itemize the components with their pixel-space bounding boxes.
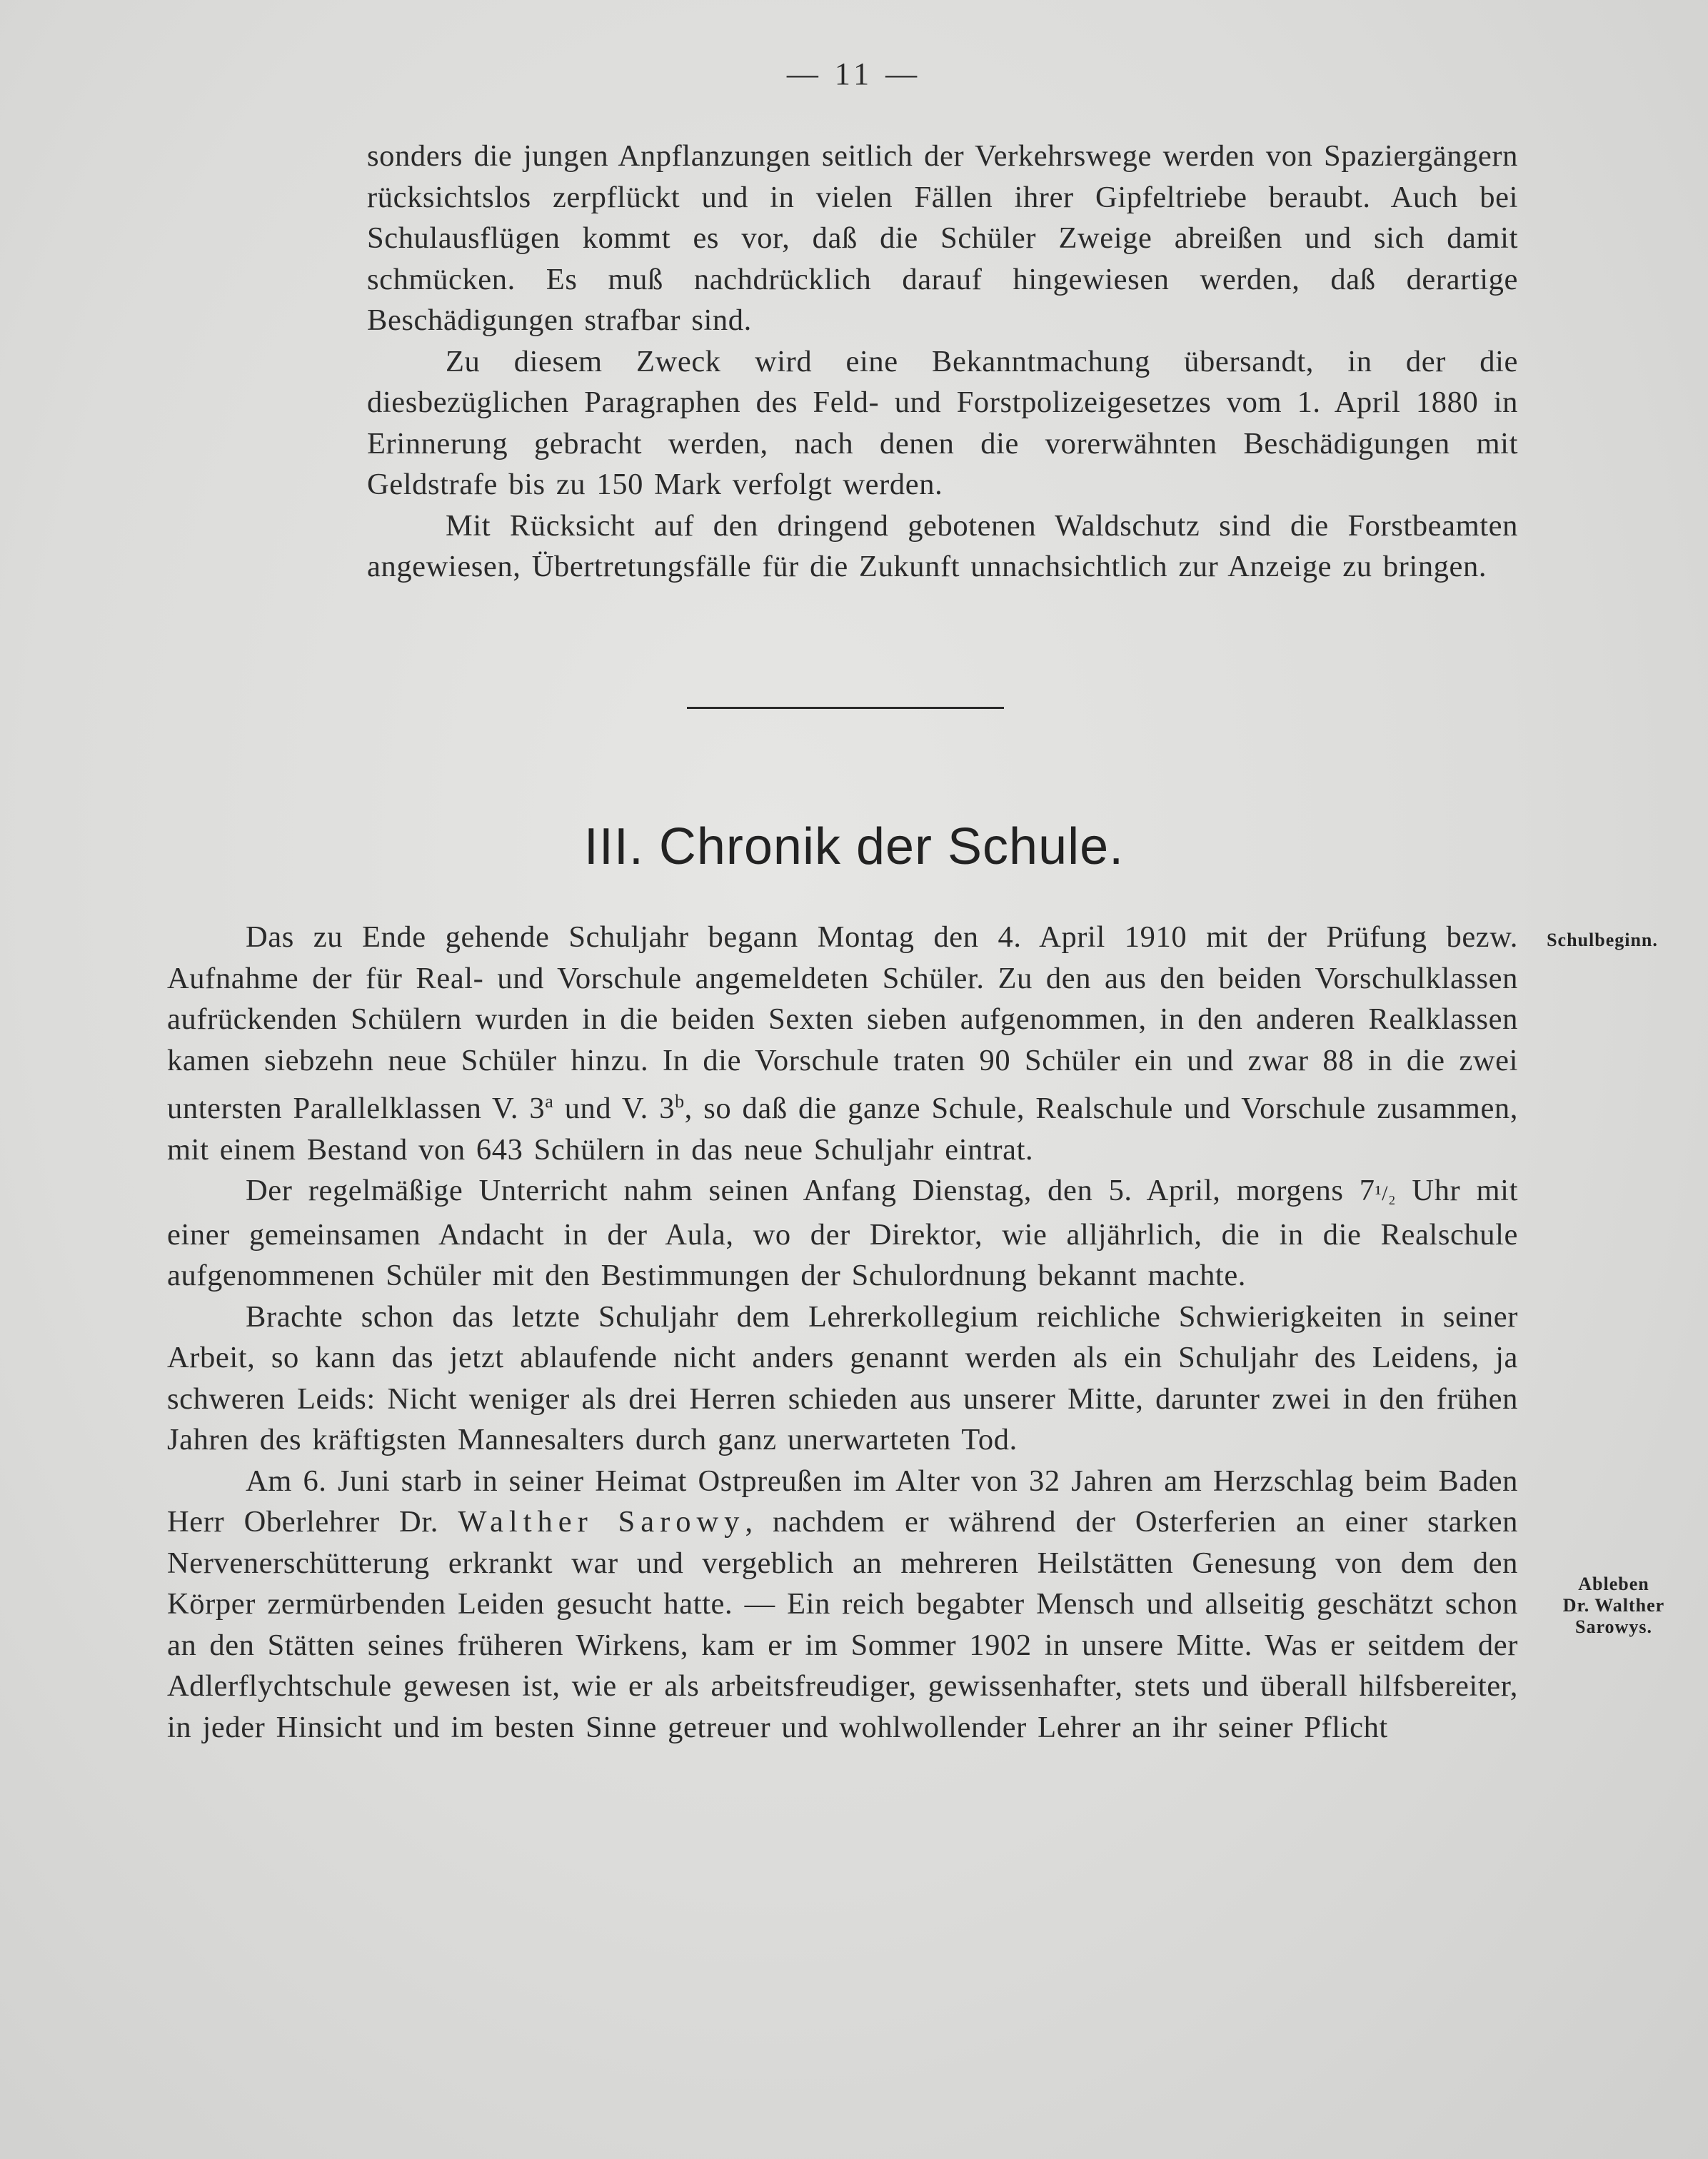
intro-paragraph-3: Mit Rücksicht auf den dringend gebotenen Waldschutz sind die Forstbeamten angewiesen, Übertretungsfälle für die Zukunft unnachsichtlich zur Anzeige zu bringen. (367, 508, 1518, 583)
fraction-half: ¹/₂ (1375, 1182, 1397, 1206)
sidenote-ableben (1535, 1574, 1692, 1638)
chronicle-p4-start: Am 6. Juni starb in seiner Heimat Ostpreußen im Alter von 32 Jahren am Herzschlag beim Baden Herr Oberlehrer Dr. (167, 1464, 1518, 1539)
chronicle-paragraph-3: Brachte schon das letzte Schuljahr dem Lehrerkollegium reichliche Schwierigkeiten in seiner Arbeit, so kann das jetzt ablaufende nicht anders genannt werden als ein Schuljahr des Leidens, ja schweren Leids: Nicht weniger als drei Herren schieden aus unserer Mitte, darunter zwei in den frühen Jahren des kräftigsten Mannesalters durch ganz unerwarteten Tod. (167, 1299, 1518, 1457)
chronicle-paragraph-2 (167, 1170, 1518, 1297)
page-number: — 11 — (786, 56, 922, 91)
chronicle-text-block (167, 917, 1518, 1748)
intro-text-block (367, 136, 1518, 588)
chronicle-paragraph-4 (167, 1461, 1518, 1748)
sidenote-ableben-line-1: Ableben (1578, 1574, 1649, 1594)
chronicle-p1-text: Das zu Ende gehende Schuljahr begann Montag den 4. April 1910 mit der Prüfung bezw. Aufnahme der für Real- und Vorschule angemeldeten Schüler. Zu den aus den beiden Vorschulklassen aufrückenden Schülern wurden in die beiden Sexten sieben aufgenommen, in den anderen Realklassen kamen siebzehn neue Schüler hinzu. In die Vorschule traten 90 Schüler ein und zwar 88 in die zwei untersten Parallelklassen V. 3 (167, 920, 1518, 1126)
chronicle-p4-end: , nachdem er während der Osterferien an einer starken Nervenerschütterung erkrankt war und vergeblich an mehreren Heilstätten Genesung von dem den Körper zermürbenden Leiden gesucht hatte. — Ein reich begabter Mensch und allseitig geschätzt schon an den Stätten seines früheren Wirkens, kam er im Sommer 1902 in unsere Mitte. Was er seitdem der Adlerflychtschule gewesen ist, wie er als arbeitsfreudiger, gewissenhafter, stets und überall hilfsbereiter, in jeder Hinsicht und im besten Sinne getreuer und wohlwollender Lehrer an ihr seiner Pflicht (167, 1505, 1518, 1744)
sidenote-ableben-line-2: Dr. Walther (1562, 1595, 1665, 1616)
sidenote-schulbeginn: Schulbeginn. (1547, 930, 1658, 950)
section-title: III. Chronik der Schule. (583, 818, 1125, 875)
superscript-a: a (545, 1091, 554, 1112)
person-name: Walther Sarowy (458, 1505, 745, 1539)
section-divider (687, 707, 1004, 709)
intro-paragraph-1: sonders die jungen Anpflanzungen seitlich der Verkehrswege werden von Spaziergängern rücksichtslos zerpflückt und in vielen Fällen ihrer Gipfeltriebe beraubt. Auch bei Schulausflügen kommt es vor, daß die Schüler Zweige abreißen und sich damit schmücken. Es muß nachdrücklich darauf hingewiesen werden, daß derartige Beschädigungen strafbar sind. (367, 139, 1518, 337)
chronicle-p1-mid: und V. 3 (553, 1092, 675, 1126)
superscript-b: b (675, 1091, 685, 1112)
chronicle-paragraph-1 (167, 917, 1518, 1170)
chronicle-p2-end: Uhr mit einer gemeinsamen Andacht in der Aula, wo der Direktor, wie alljährlich, die in die Realschule aufgenommenen Schüler mit den Bestimmungen der Schulordnung bekannt machte. (167, 1174, 1518, 1293)
intro-paragraph-2: Zu diesem Zweck wird eine Bekanntmachung übersandt, in der die diesbezüglichen Paragraphen des Feld- und Forstpolizeigesetzes vom 1. April 1880 in Erinnerung gebracht werden, nach denen die vorerwähnten Beschädigungen mit Geldstrafe bis zu 150 Mark verfolgt werden. (367, 344, 1518, 501)
chronicle-p1-end: , so daß die ganze Schule, Realschule und Vorschule zusammen, mit einem Bestand von 643 Schülern in das neue Schuljahr eintrat. (167, 1092, 1518, 1167)
sidenote-ableben-line-3: Sarowys. (1575, 1616, 1652, 1637)
chronicle-p2-start: Der regelmäßige Unterricht nahm seinen Anfang Dienstag, den 5. April, morgens 7 (246, 1174, 1375, 1208)
